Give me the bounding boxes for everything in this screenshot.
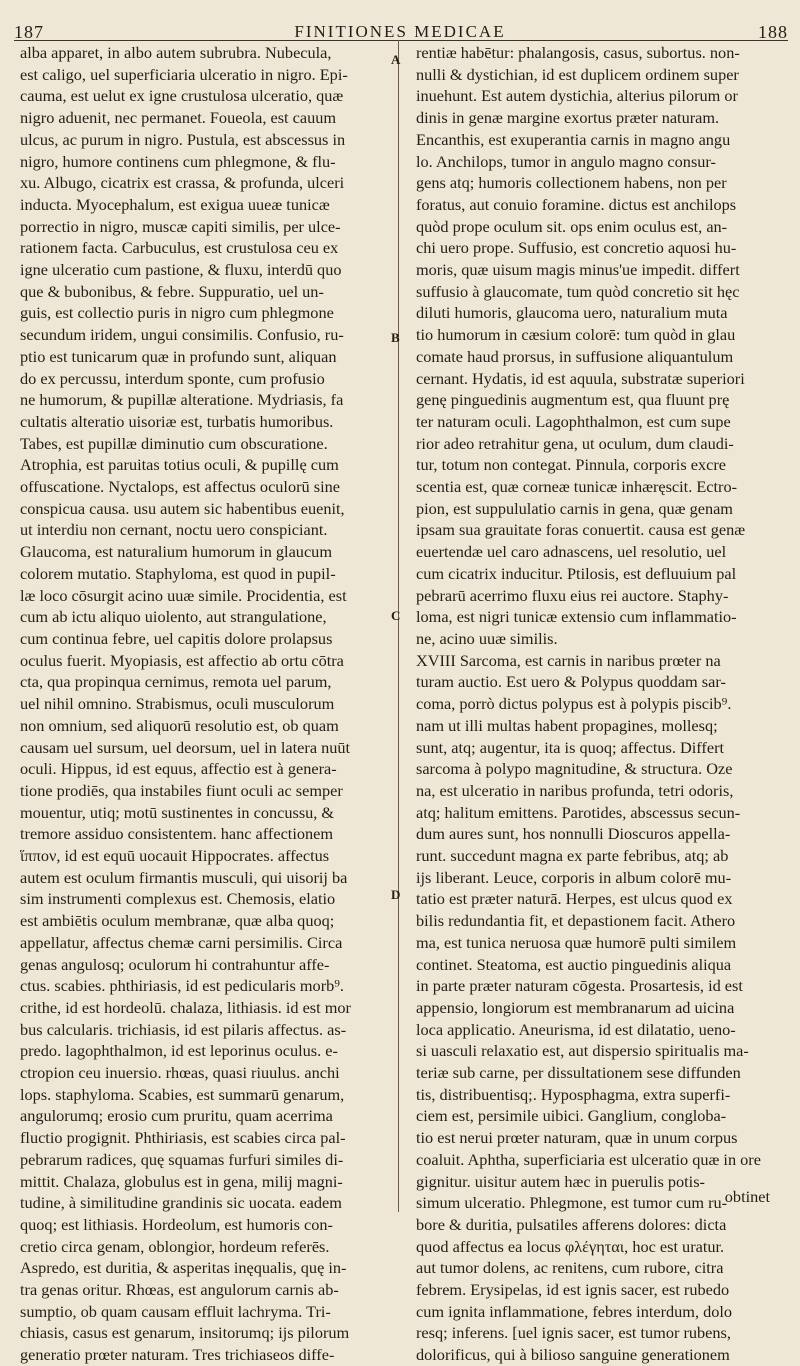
text-line: chiasis, casus est genarum, insitorumq; ijs pilorum xyxy=(20,1323,350,1343)
text-line: moris, quæ uisum magis minus'ue impedit. differt xyxy=(416,260,740,280)
text-line: ipsam sua grauitate foras conuertit. causa est genæ xyxy=(416,520,746,540)
text-line: Glaucoma, est naturalium humorum in glaucum xyxy=(20,542,332,562)
text-line: conspicua causa. usu autem sic habentibus euenit, xyxy=(20,498,345,518)
text-line: aut tumor dolens, ac renitens, cum rubore, citra xyxy=(416,1258,724,1278)
text-line: tio est nerui prœter naturam, quæ in unum corpus xyxy=(416,1128,738,1148)
margin-marker-b: B xyxy=(391,330,400,345)
text-line: dinis in genæ margine exortus præter naturam. xyxy=(416,108,720,128)
text-line: rentiæ habētur: phalangosis, casus, subortus. non- xyxy=(416,43,740,62)
text-line: resq; inferens. [uel ignis sacer, est tumor rubens, xyxy=(416,1323,731,1343)
text-line: oculi. Hippus, id est equus, affectio est à genera- xyxy=(20,759,337,779)
text-line: quoq; est lithiasis. Hordeolum, est humoris con- xyxy=(20,1214,333,1234)
text-line: secundum iridem, ungui consimilis. Confusio, ru- xyxy=(20,325,344,345)
text-line: bore & duritia, pulsatiles afferens dolores: dicta xyxy=(416,1214,727,1234)
text-line: colorem mutatio. Staphyloma, est quod in pupil- xyxy=(20,563,336,583)
text-line: tudine, à similitudine grandinis sic uocata. eadem xyxy=(20,1193,342,1213)
text-line: ἵππον, id est equū uocauit Hippocrates. affectus xyxy=(20,846,330,866)
text-line: Atrophia, est paruitas totius oculi, & pupillę cum xyxy=(20,455,339,475)
text-line: ctus. scabies. phthiriasis, id est pedicularis morb⁹. xyxy=(20,976,345,996)
text-line: sarcoma à polypo magnitudine, & structura. Oze xyxy=(416,759,733,779)
text-line: rior adeo retrahitur gena, ut oculum, dum claudi- xyxy=(416,433,734,453)
text-line: bilis redundantia fit, et depastionem facit. Athero xyxy=(416,911,736,931)
text-line: runt. succedunt magna ex parte febribus, atq; ab xyxy=(416,846,729,866)
right-page-number: 188 xyxy=(758,22,788,42)
text-line: autem est oculum firmantis musculi, qui uisorij ba xyxy=(20,867,348,887)
margin-marker-a: A xyxy=(391,52,401,67)
text-line: ut interdiu non cernant, noctu uero conspiciant. xyxy=(20,520,328,540)
text-line: nigro, humore continens cum phlegmone, & flu- xyxy=(20,151,336,171)
text-line: Tabes, est pupillæ diminutio cum obscuratione. xyxy=(20,433,328,453)
text-line: Encanthis, est exuperantia carnis in magno angu xyxy=(416,129,731,149)
text-line: appellatur, affectus chemæ carni persimilis. Circa xyxy=(20,932,343,952)
right-text-column xyxy=(416,42,789,1366)
text-line: cum ignita inflammatione, febres interdum, dolo xyxy=(416,1301,733,1321)
text-line: do ex percussu, interdum sponte, cum profusio xyxy=(20,368,325,388)
text-line: pion, est suppululatio carnis in gena, quæ genam xyxy=(416,498,733,518)
text-line: que & bubonibus, & febre. Suppuratio, uel un- xyxy=(20,281,324,301)
text-line: dolorificus, qui à bilioso sanguine generationem xyxy=(416,1345,730,1365)
text-line: tra genas oritur. Rhœas, est angulorum carnis ab- xyxy=(20,1280,339,1300)
text-line: cum ab ictu aliquo uiolento, aut strangulatione, xyxy=(20,607,327,627)
text-line: continet. Steatoma, est auctio pinguedinis aliqua xyxy=(416,954,732,974)
text-line: non omnium, sed aliquorū resolutio est, ob quam xyxy=(20,715,339,735)
text-line: cum continua febre, uel capitis dolore prolapsus xyxy=(20,628,333,648)
page-header xyxy=(0,14,800,42)
text-line: lops. staphyloma. Scabies, est summarū genarum, xyxy=(20,1084,345,1104)
text-line: pebrarum radices, quę squamas furfuri similes di- xyxy=(20,1149,344,1169)
text-line: ne, acino uuæ similis. xyxy=(416,628,558,648)
text-line: dum aures sunt, hos nonnulli Dioscuros appella- xyxy=(416,824,731,844)
text-line: causam uel sursum, uel deorsum, uel in latera nuūt xyxy=(20,737,351,757)
margin-marker-d: D xyxy=(391,887,401,902)
text-line: lo. Anchilops, tumor in angulo magno consur- xyxy=(416,151,716,171)
text-line: oculus fuerit. Myopiasis, est affectio ab ortu cōtra xyxy=(20,650,344,670)
text-line: mouentur, utiq; motū sustinentes in concussu, & xyxy=(20,802,335,822)
margin-marker-c: C xyxy=(391,608,401,623)
text-line: porrectio in nigro, muscæ capiti similis, per ulce- xyxy=(20,216,341,236)
text-line: offuscatione. Nyctalops, est affectus oculorū sine xyxy=(20,477,340,497)
text-line: loma, est nigri tunicæ extensio cum inflammatio- xyxy=(416,607,737,627)
text-line: cretio circa genam, oblongior, hordeum referēs. xyxy=(20,1236,330,1256)
text-line: comate haud prorsus, in suffusione aliquantulum xyxy=(416,346,734,366)
text-line: cauma, est uelut ex igne crustulosa ulceratio, quæ xyxy=(20,86,344,106)
text-line: si uasculi relaxatio est, aut dispersio spiritualis ma- xyxy=(416,1041,749,1061)
text-line: turam auctio. Est uero & Polypus quoddam sar- xyxy=(416,672,726,692)
text-line: ulcus, ac purum in nigro. Pustula, est abscessus in xyxy=(20,129,346,149)
text-line: mittit. Chalaza, globulus est in gena, milij magni- xyxy=(20,1171,343,1191)
text-line: febrem. Erysipelas, id est ignis sacer, est rubedo xyxy=(416,1280,730,1300)
text-line: gens atq; humoris collectionem habens, non per xyxy=(416,173,727,193)
text-line: scentia est, quæ corneæ tunicæ inhæręscit. Ectro- xyxy=(416,477,738,497)
text-line: quod affectus ea locus φλέγηται, hoc est uratur. xyxy=(416,1236,725,1256)
text-line: bus calcularis. trichiasis, id est pilaris affectus. as- xyxy=(20,1019,347,1039)
text-line: ter naturam oculi. Lagophthalmon, est cum supe xyxy=(416,411,731,431)
text-line: ne humorum, & pupillæ alteratione. Mydriasis, fa xyxy=(20,390,344,410)
text-line: quòd prope oculum sit. ops enim oculus est, an- xyxy=(416,216,728,236)
text-line: fluctio progignit. Phthiriasis, est scabies circa pal- xyxy=(20,1128,346,1148)
left-page-number: 187 xyxy=(14,22,44,42)
text-line: nulli & dystichian, id est duplicem ordinem super xyxy=(416,64,739,84)
text-line: inuehunt. Est autem dystichia, alterius pilorum or xyxy=(416,86,738,106)
text-line: teriæ sub carne, per dissultationem sese diffunden xyxy=(416,1063,741,1083)
header-rule xyxy=(14,40,788,41)
text-line: tis, distribuentisq;. Hyposphagma, extra superfi- xyxy=(416,1084,731,1104)
text-line: diluti humoris, glaucoma uero, naturalium muta xyxy=(416,303,728,323)
text-line: predo. lagophthalmon, id est leporinus oculus. e- xyxy=(20,1041,338,1061)
text-line: cta, qua propinqua cernimus, remota uel parum, xyxy=(20,672,332,692)
text-line: in parte præter naturam cōgesta. Prosartesis, id est xyxy=(416,976,743,996)
text-line: tione prodiēs, qua instabiles fiunt oculi ac semper xyxy=(20,780,343,800)
text-line: ma, est tunica neruosa quæ humorē pulti similem xyxy=(416,932,737,952)
text-line: angulorumq; erosio cum pruritu, quam acerrima xyxy=(20,1106,333,1126)
text-line: est ambiētis oculum membranæ, quæ alba quoq; xyxy=(20,911,335,931)
text-line: tio humorum in cæsium colorē: tum quòd in glau xyxy=(416,325,736,345)
text-line: XVIII Sarcoma, est carnis in naribus prœter na xyxy=(416,650,721,670)
text-line: crithe, id est hordeolū. chalaza, lithiasis. id est mor xyxy=(20,997,351,1017)
text-line: cernant. Hydatis, id est aquula, substratæ superiori xyxy=(416,368,745,388)
text-line: ijs liberant. Leuce, corporis in album colorē mu- xyxy=(416,867,732,887)
text-line: coma, porrò dictus polypus est à polypis piscib⁹. xyxy=(416,694,732,714)
text-line: atq; halitum emittens. Parotides, abscessus secun- xyxy=(416,802,741,822)
text-line: coaluit. Aphtha, superficiaria est ulceratio quæ in ore xyxy=(416,1149,761,1169)
text-line: inducta. Myocephalum, est exigua uueæ tunicæ xyxy=(20,194,330,214)
text-line: igne ulceratio cum pastione, & fluxu, interdū quo xyxy=(20,260,342,280)
text-line: sunt, atq; augentur, ita is quoq; affectus. Differt xyxy=(416,737,725,757)
text-line: simum ulceratio. Phlegmone, est tumor cum ru- xyxy=(416,1193,728,1213)
text-line: Aspredo, est duritia, & asperitas inęqualis, quę in- xyxy=(20,1258,347,1278)
text-line: loca applicatio. Aneurisma, id est dilatatio, ueno- xyxy=(416,1019,736,1039)
text-line: nigro aduenit, nec permanet. Foueola, est cauum xyxy=(20,108,337,128)
text-line: appensio, longiorum est membranarum ad uicina xyxy=(416,997,735,1017)
text-line: guis, est collectio puris in nigro cum phlegmone xyxy=(20,303,334,323)
text-line: chi uero prope. Suffusio, est concretio aquosi hu- xyxy=(416,238,737,258)
text-line: ciem est, persimile uibici. Ganglium, congloba- xyxy=(416,1106,727,1126)
text-line: ctropion ceu inuersio. rhœas, quasi riuulus. anchi xyxy=(20,1063,340,1083)
text-line: cultatis alteratio uisoriæ est, turbatis humoribus. xyxy=(20,411,334,431)
text-line: na, est ulceratio in naribus profunda, tetri odoris, xyxy=(416,780,734,800)
column-divider xyxy=(398,40,399,1212)
text-line: euertendæ uel caro adnascens, uel resolutio, uel xyxy=(416,542,727,562)
text-line: tatio est præter naturā. Herpes, est ulcus quod ex xyxy=(416,889,733,909)
text-line: rationem facta. Carbuculus, est crustulosa ceu ex xyxy=(20,238,339,258)
text-line: foratus, aut conuio foramine. dictus est anchilops xyxy=(416,194,737,214)
text-line: ptio est tunicarum quæ in profundo sunt, aliquan xyxy=(20,346,337,366)
text-line: generatio prœter naturam. Tres trichiaseos diffe- xyxy=(20,1345,335,1365)
text-line: genę pinguedinis augmentum est, qua fluunt prę xyxy=(416,390,730,410)
left-text-column xyxy=(20,42,393,1366)
catchword: obtinet xyxy=(724,1187,770,1206)
text-line: gignitur. uisitur autem hæc in puerulis potis- xyxy=(416,1171,705,1191)
text-line: xu. Albugo, cicatrix est crassa, & profunda, ulceri xyxy=(20,173,345,193)
text-line: alba apparet, in albo autem subrubra. Nubecula, xyxy=(20,43,332,62)
text-line: tremore assiduo consistentem. hanc affectionem xyxy=(20,824,334,844)
text-line: est caligo, uel superficiaria ulceratio in nigro. Epi- xyxy=(20,64,348,84)
text-line: nam ut illi multas habent propagines, mollesq; xyxy=(416,715,718,735)
text-line: pebrarū acerrimo fluxu eius rei auctore. Staphy- xyxy=(416,585,729,605)
text-line: cum cicatrix inducitur. Ptilosis, est defluuium pal xyxy=(416,563,737,583)
text-line: genas angulosq; oculorum hi contrahuntur affe- xyxy=(20,954,330,974)
text-line: suffusio à glaucomate, tum quòd concretio sit hęc xyxy=(416,281,740,301)
text-line: læ loco cōsurgit acino uuæ simile. Procidentia, est xyxy=(20,585,347,605)
text-line: sumptio, ob quam causam effluit lachryma. Tri- xyxy=(20,1301,331,1321)
text-line: uel nihil omnino. Strabismus, oculi musculorum xyxy=(20,694,335,714)
text-line: tur, totum non contegat. Pinnula, corporis excre xyxy=(416,455,726,475)
text-line: sim instrumenti complexus est. Chemosis, elatio xyxy=(20,889,336,909)
running-title: FINITIONES MEDICAE xyxy=(294,22,506,41)
